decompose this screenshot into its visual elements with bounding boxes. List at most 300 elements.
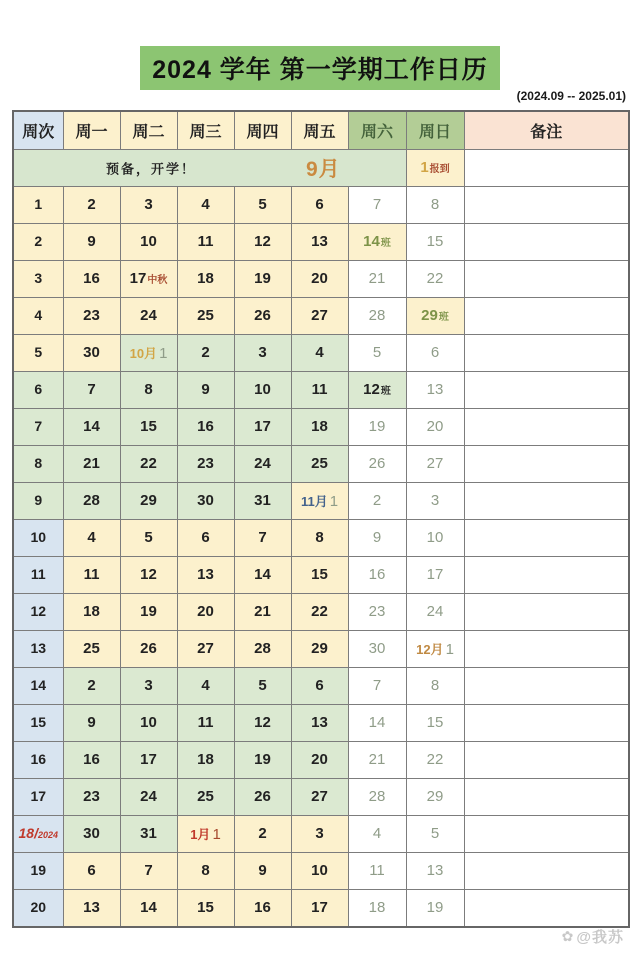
day-number: 2: [372, 492, 382, 509]
column-header: [120, 111, 177, 150]
day-cell: [63, 816, 120, 853]
day-number: 30: [368, 640, 386, 657]
day-cell: [348, 483, 406, 520]
wesu-logo-icon: ✿: [561, 928, 575, 944]
day-cell: [291, 261, 348, 298]
week-number: 8: [34, 455, 43, 471]
day-cell: [348, 890, 406, 928]
day-cell: [234, 594, 291, 631]
week-number: 17: [30, 788, 47, 804]
day-number: 19: [426, 899, 444, 916]
day-cell: [120, 520, 177, 557]
day-cell: [348, 520, 406, 557]
day-number: 4: [372, 825, 382, 842]
day-number: 28: [83, 492, 100, 509]
day-cell: [291, 335, 348, 372]
note-cell: [464, 372, 629, 409]
day-cell: [63, 409, 120, 446]
day-number: 8: [430, 677, 440, 694]
column-header-label: 周六: [360, 124, 393, 141]
september-month-label: 9月: [306, 158, 341, 181]
day-number: 1: [445, 641, 454, 658]
day-number: 13: [197, 566, 214, 583]
day-cell: [291, 298, 348, 335]
day-cell: [120, 890, 177, 928]
day-cell: [120, 816, 177, 853]
week-row: [13, 594, 629, 631]
note-cell: [464, 890, 629, 928]
day-number: 9: [372, 529, 382, 546]
day-number: 28: [254, 640, 271, 657]
day-number: 27: [311, 788, 328, 805]
day-number: 25: [83, 640, 100, 657]
week-number-cell: [13, 557, 63, 594]
day-number: 14: [254, 566, 271, 583]
day-cell: [234, 187, 291, 224]
day-number: 13: [426, 862, 444, 879]
day-cell: [120, 742, 177, 779]
day-cell: [406, 446, 464, 483]
day-cell: [291, 853, 348, 890]
day-number: 20: [311, 270, 328, 287]
day-cell: [234, 446, 291, 483]
month-row-september: [13, 150, 629, 187]
week-number-cell: [13, 668, 63, 705]
day-cell: [234, 631, 291, 668]
day-number: 20: [426, 418, 444, 435]
day-number: 6: [315, 196, 324, 213]
week-row: [13, 372, 629, 409]
day-cell: [348, 557, 406, 594]
day-cell: [406, 187, 464, 224]
day-cell: [177, 187, 234, 224]
day-number: 25: [197, 788, 214, 805]
day-number: 10: [140, 714, 157, 731]
day-cell: [234, 224, 291, 261]
day-number: 23: [83, 307, 100, 324]
day-number: 14: [83, 418, 100, 435]
day-number: 27: [426, 455, 444, 472]
day-cell: [348, 298, 406, 335]
day-number: 20: [311, 751, 328, 768]
day-number: 16: [197, 418, 214, 435]
day-number: 26: [368, 455, 386, 472]
note-cell: [464, 150, 629, 187]
day-number: 26: [254, 788, 271, 805]
day-number: 11: [197, 233, 214, 250]
day-number: 14: [368, 714, 386, 731]
week-number: 7: [34, 418, 43, 434]
day-number: 6: [315, 677, 324, 694]
day-cell: [348, 224, 406, 261]
week-number: 3: [34, 270, 43, 286]
day-number: 9: [258, 862, 267, 879]
note-cell: [464, 779, 629, 816]
day-cell: [406, 335, 464, 372]
note-cell: [464, 631, 629, 668]
week-number-cell: [13, 520, 63, 557]
week-row: [13, 631, 629, 668]
day-number: 3: [315, 825, 324, 842]
week-number-cell: [13, 224, 63, 261]
note-cell: [464, 187, 629, 224]
day-cell: [234, 372, 291, 409]
day-cell: [63, 335, 120, 372]
day-cell: [120, 224, 177, 261]
column-header-label: 周三: [189, 124, 222, 141]
day-tag: 班: [438, 312, 449, 323]
day-number: 22: [140, 455, 157, 472]
day-number: 23: [368, 603, 386, 620]
day-cell: [234, 335, 291, 372]
day-cell: [63, 187, 120, 224]
day-number: 7: [372, 677, 382, 694]
day-number: 2: [258, 825, 267, 842]
day-cell: [406, 557, 464, 594]
day-cell: [120, 594, 177, 631]
week-number-cell: [13, 705, 63, 742]
day-cell: [120, 261, 177, 298]
column-header: [234, 111, 291, 150]
day-cell: [348, 594, 406, 631]
day-number: 28: [368, 307, 386, 324]
day-cell: [120, 853, 177, 890]
day-number: 25: [197, 307, 214, 324]
day-cell: [63, 557, 120, 594]
day-number: 3: [144, 196, 153, 213]
day-number: 22: [426, 751, 444, 768]
day-cell: [177, 409, 234, 446]
day-number: 2: [201, 344, 210, 361]
week-number: 14: [30, 677, 47, 693]
day-cell: [291, 594, 348, 631]
week-number: 6: [34, 381, 43, 397]
week-row: [13, 224, 629, 261]
day-number: 15: [197, 899, 214, 916]
week-row: [13, 779, 629, 816]
day-cell: [63, 890, 120, 928]
day-number: 18: [197, 751, 214, 768]
day-number: 19: [368, 418, 386, 435]
day-number: 16: [83, 270, 100, 287]
day-number: 25: [311, 455, 328, 472]
day-cell: [406, 594, 464, 631]
day-number: 10: [311, 862, 328, 879]
day-number: 14: [363, 233, 380, 250]
day-cell: [406, 150, 464, 187]
day-number: 29: [311, 640, 328, 657]
day-cell: [348, 816, 406, 853]
note-cell: [464, 520, 629, 557]
day-number: 18: [368, 899, 386, 916]
day-number: 4: [87, 529, 96, 546]
day-cell: [406, 853, 464, 890]
day-number: 22: [426, 270, 444, 287]
week-row: [13, 261, 629, 298]
day-cell: [348, 446, 406, 483]
day-number: 9: [201, 381, 210, 398]
column-header-label: 周五: [303, 124, 336, 141]
day-number: 24: [254, 455, 271, 472]
day-cell: [291, 372, 348, 409]
day-cell: [234, 483, 291, 520]
week-row: [13, 409, 629, 446]
day-cell: [177, 298, 234, 335]
day-cell: [234, 520, 291, 557]
day-cell: [177, 483, 234, 520]
week-number-cell: [13, 890, 63, 928]
column-header: [406, 111, 464, 150]
week-row: [13, 742, 629, 779]
day-number: 7: [258, 529, 267, 546]
day-cell: [406, 224, 464, 261]
week-number: 20: [30, 899, 47, 915]
day-cell: [406, 890, 464, 928]
week-number-cell: [13, 446, 63, 483]
day-number: 6: [201, 529, 210, 546]
day-cell: [177, 557, 234, 594]
day-cell: [177, 816, 234, 853]
day-number: 17: [426, 566, 444, 583]
week-row: [13, 335, 629, 372]
day-number: 31: [254, 492, 271, 509]
day-number: 12: [254, 233, 271, 250]
day-cell: [291, 890, 348, 928]
day-number: 28: [368, 788, 386, 805]
day-cell: [63, 446, 120, 483]
week-number: 15: [30, 714, 47, 730]
day-cell: [177, 742, 234, 779]
day-cell: [291, 483, 348, 520]
day-cell: [348, 742, 406, 779]
day-tag: 报到: [429, 164, 450, 175]
day-number: 6: [430, 344, 440, 361]
column-header-label: 周一: [75, 124, 108, 141]
day-cell: [291, 520, 348, 557]
column-header: [13, 111, 63, 150]
day-tag: 班: [380, 238, 391, 249]
day-cell: [120, 372, 177, 409]
day-cell: [234, 557, 291, 594]
day-number: 1: [420, 159, 429, 176]
day-number: 21: [368, 270, 386, 287]
day-cell: [291, 816, 348, 853]
day-number: 2: [87, 196, 96, 213]
week-number-cell: [13, 631, 63, 668]
day-cell: [177, 668, 234, 705]
day-cell: [406, 520, 464, 557]
day-number: 5: [258, 196, 267, 213]
day-number: 1: [159, 345, 168, 362]
day-cell: [177, 446, 234, 483]
note-cell: [464, 446, 629, 483]
day-number: 3: [144, 677, 153, 694]
day-cell: [291, 668, 348, 705]
day-cell: [120, 187, 177, 224]
day-cell: [406, 631, 464, 668]
day-cell: [63, 298, 120, 335]
day-number: 15: [311, 566, 328, 583]
day-cell: [177, 594, 234, 631]
day-cell: [406, 483, 464, 520]
day-number: 10: [140, 233, 157, 250]
day-cell: [63, 853, 120, 890]
week-row: [13, 298, 629, 335]
week-row: [13, 890, 629, 928]
day-number: 23: [197, 455, 214, 472]
day-number: 1: [329, 493, 339, 510]
note-cell: [464, 816, 629, 853]
day-number: 27: [311, 307, 328, 324]
day-tag: 班: [380, 386, 391, 397]
day-number: 8: [315, 529, 324, 546]
day-number: 21: [254, 603, 271, 620]
day-number: 18: [83, 603, 100, 620]
day-cell: [63, 261, 120, 298]
day-cell: [120, 557, 177, 594]
week-number-cell: [13, 372, 63, 409]
week-number-cell: [13, 594, 63, 631]
week-row: [13, 668, 629, 705]
week-row: [13, 816, 629, 853]
day-number: 3: [430, 492, 440, 509]
day-cell: [291, 742, 348, 779]
calendar-table: [12, 110, 630, 928]
day-number: 15: [140, 418, 157, 435]
title-row: [0, 0, 640, 90]
week-number: 16: [30, 751, 47, 767]
day-cell: [291, 409, 348, 446]
column-header-label: 周四: [246, 124, 279, 141]
day-cell: [348, 631, 406, 668]
day-cell: [234, 816, 291, 853]
day-number: 7: [87, 381, 96, 398]
note-cell: [464, 335, 629, 372]
week-row: [13, 446, 629, 483]
day-cell: [177, 853, 234, 890]
day-cell: [120, 409, 177, 446]
day-cell: [177, 520, 234, 557]
column-header-label: 周次: [22, 124, 55, 141]
day-cell: [291, 187, 348, 224]
note-cell: [464, 853, 629, 890]
day-number: 21: [83, 455, 100, 472]
day-number: 4: [315, 344, 324, 361]
day-number: 5: [144, 529, 153, 546]
week-number-cell: [13, 742, 63, 779]
day-number: 16: [83, 751, 100, 768]
day-cell: [63, 520, 120, 557]
week-number-cell: [13, 409, 63, 446]
day-cell: [177, 779, 234, 816]
day-number: 18: [197, 270, 214, 287]
day-cell: [291, 446, 348, 483]
week-number-cell: [13, 779, 63, 816]
day-number: 19: [140, 603, 157, 620]
day-cell: [291, 631, 348, 668]
week-row: [13, 853, 629, 890]
day-cell: [348, 409, 406, 446]
month-start-label: 1月: [190, 827, 211, 842]
column-header-label: 周二: [132, 124, 165, 141]
note-cell: [464, 409, 629, 446]
day-number: 9: [87, 714, 96, 731]
week-number: 9: [34, 492, 43, 508]
day-cell: [63, 668, 120, 705]
day-number: 19: [254, 270, 271, 287]
day-number: 24: [140, 788, 157, 805]
day-number: 30: [197, 492, 214, 509]
day-cell: [177, 705, 234, 742]
day-number: 21: [368, 751, 386, 768]
note-cell: [464, 298, 629, 335]
day-number: 19: [254, 751, 271, 768]
day-number: 30: [83, 344, 100, 361]
day-number: 20: [197, 603, 214, 620]
day-number: 16: [254, 899, 271, 916]
day-number: 5: [258, 677, 267, 694]
day-cell: [348, 335, 406, 372]
semester-date-range: (2024.09 -- 2025.01): [516, 89, 626, 103]
week-number: 13: [30, 640, 47, 656]
day-number: 17: [254, 418, 271, 435]
column-header-label: 备注: [530, 124, 563, 141]
day-number: 2: [87, 677, 96, 694]
week-number-cell: [13, 853, 63, 890]
day-number: 1: [212, 826, 221, 843]
greeting-text: 预备，开学！: [106, 161, 197, 177]
day-cell: [348, 705, 406, 742]
day-cell: [63, 742, 120, 779]
day-number: 8: [201, 862, 210, 879]
day-number: 9: [87, 233, 96, 250]
day-cell: [406, 742, 464, 779]
note-cell: [464, 557, 629, 594]
day-cell: [234, 298, 291, 335]
day-cell: [406, 668, 464, 705]
week-number-year: 2024: [37, 830, 58, 840]
day-number: 16: [368, 566, 386, 583]
day-number: 6: [87, 862, 96, 879]
day-number: 29: [426, 788, 444, 805]
day-cell: [177, 631, 234, 668]
day-number: 24: [140, 307, 157, 324]
day-number: 31: [140, 825, 157, 842]
day-number: 4: [201, 196, 210, 213]
week-row: [13, 520, 629, 557]
week-number: 5: [34, 344, 43, 360]
week-number-cell: [13, 187, 63, 224]
day-number: 30: [83, 825, 100, 842]
header-row: [13, 111, 629, 150]
day-cell: [406, 261, 464, 298]
day-number: 17: [140, 751, 157, 768]
day-cell: [177, 335, 234, 372]
day-number: 10: [254, 381, 271, 398]
day-cell: [348, 779, 406, 816]
column-header-label: 周日: [418, 124, 451, 141]
week-number: 18/: [18, 825, 38, 841]
day-cell: [406, 779, 464, 816]
week-number-cell: [13, 816, 63, 853]
column-header: [464, 111, 629, 150]
day-number: 13: [83, 899, 100, 916]
day-cell: [234, 409, 291, 446]
day-cell: [120, 705, 177, 742]
day-cell: [348, 668, 406, 705]
day-cell: [234, 742, 291, 779]
day-number: 8: [430, 196, 440, 213]
